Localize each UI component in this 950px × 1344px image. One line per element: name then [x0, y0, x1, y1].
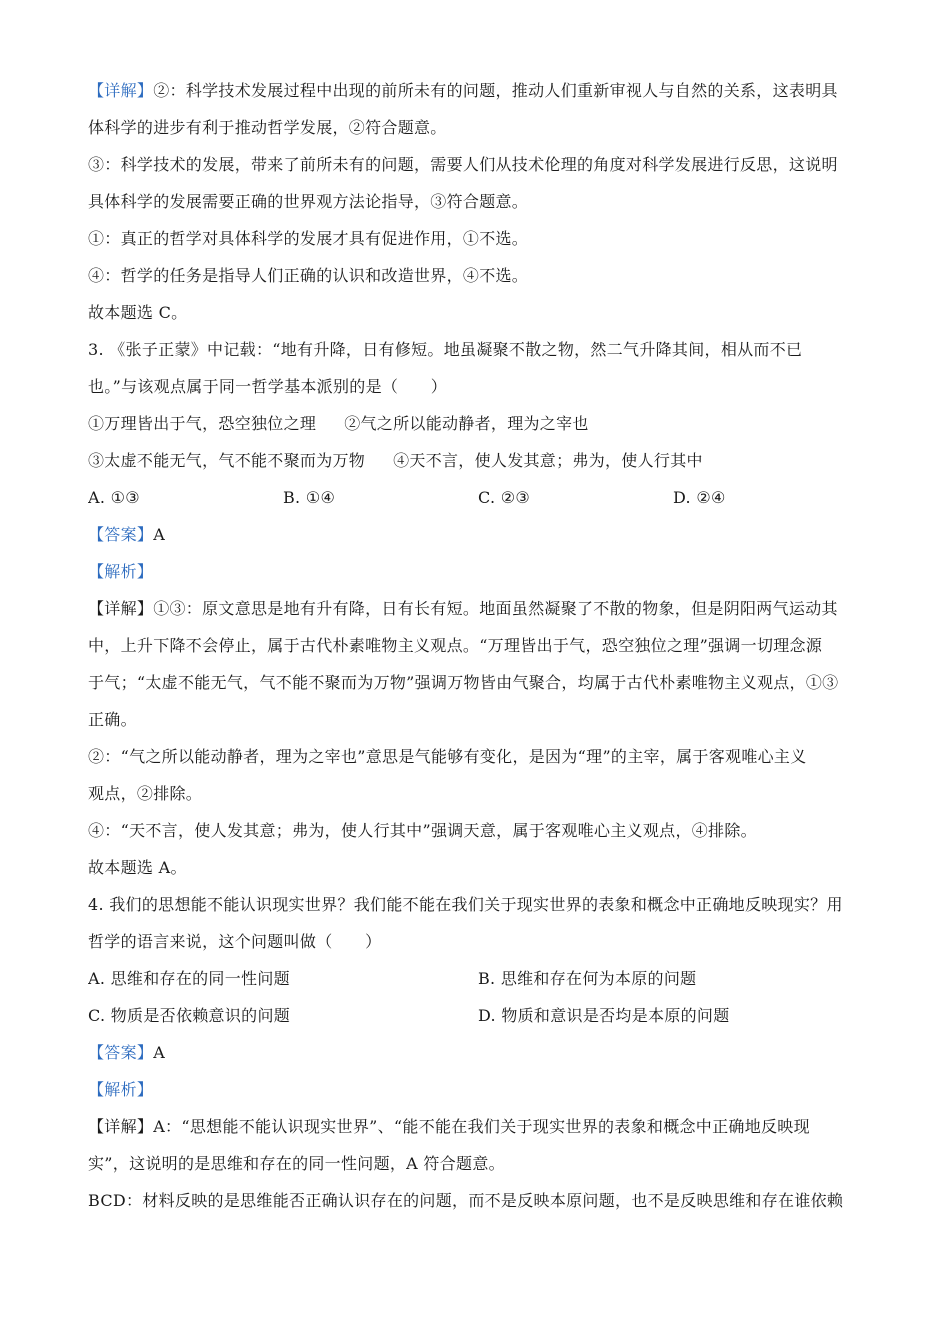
q3-detail-line: 于气；“太虚不能无气，气不能不聚而为万物”强调万物皆由气聚合，均属于古代朴素唯物主义观点，①③	[88, 673, 839, 692]
detail-tag: 【详解】	[88, 599, 154, 618]
q4-choice-d: D. 物质和意识是否均是本原的问题	[478, 1006, 730, 1025]
q4-detail-line: BCD：材料反映的是思维能否正确认识存在的问题，而不是反映本原问题，也不是反映思维和存在谁依赖	[88, 1191, 844, 1210]
q4-choice-b: B. 思维和存在何为本原的问题	[478, 969, 697, 988]
q3-detail-line: ②：“气之所以能动静者，理为之宰也”意思是气能够有变化，是因为“理”的主宰，属于客观唯心主义	[88, 747, 807, 766]
q3-conclusion: 故本题选 A。	[88, 858, 187, 877]
q3-statement-1: ①万理皆出于气，恐空独位之理	[88, 414, 317, 433]
q4-answer	[88, 1034, 868, 1071]
q4-detail-line: 【详解】A：“思想能不能认识现实世界”、“能不能在我们关于现实世界的表象和概念中正确地反映现	[88, 1117, 810, 1136]
q2-detail-line: 具体科学的发展需要正确的世界观方法论指导，③符合题意。	[88, 192, 529, 211]
document-page	[88, 72, 868, 1219]
q4-choice-c: C. 物质是否依赖意识的问题	[88, 1006, 291, 1025]
q3-detail-line: ④：“天不言，使人发其意；弗为，使人行其中”强调天意，属于客观唯心主义观点，④排除。	[88, 821, 757, 840]
q3-choices	[88, 479, 868, 516]
q4-choices-row	[88, 960, 868, 997]
q3-statements-row	[88, 405, 868, 442]
q4-stem: 哲学的语言来说，这个问题叫做（ ）	[88, 932, 382, 951]
q4-detail-line: 实”，这说明的是思维和存在的同一性问题，A 符合题意。	[88, 1154, 505, 1173]
q3-choice-c: C. ②③	[478, 488, 531, 507]
q3-statement-3: ③太虚不能无气，气不能不聚而为万物	[88, 451, 366, 470]
detail-tag: 【详解】	[88, 81, 154, 100]
q3-answer	[88, 516, 868, 553]
q2-detail-line: ④：哲学的任务是指导人们正确的认识和改造世界，④不选。	[88, 266, 529, 285]
q3-detail-line: 观点，②排除。	[88, 784, 203, 803]
q3-detail-line: 正确。	[88, 710, 137, 729]
answer-value: A	[153, 1043, 166, 1062]
q3-detail-line: 中，上升下降不会停止，属于古代朴素唯物主义观点。“万理皆出于气，恐空独位之理”强调一切理念源	[88, 636, 823, 655]
q2-conclusion: 故本题选 C。	[88, 303, 188, 322]
q4-choices-row	[88, 997, 868, 1034]
answer-value: A	[153, 525, 166, 544]
q3-choice-b: B. ①④	[283, 488, 336, 507]
q3-statement-4: ④天不言，使人发其意；弗为，使人行其中	[393, 451, 703, 470]
answer-tag: 【答案】	[88, 1043, 154, 1062]
q2-detail-line: ③：科学技术的发展，带来了前所未有的问题，需要人们从技术伦理的角度对科学发展进行反思，这说明	[88, 155, 838, 174]
q3-choice-a: A. ①③	[88, 488, 140, 507]
q4-stem: 4. 我们的思想能不能认识现实世界？我们能不能在我们关于现实世界的表象和概念中正确地反映现实？用	[88, 895, 843, 914]
q3-detail-line: 【详解】①③：原文意思是地有升有降，日有长有短。地面虽然凝聚了不散的物象，但是阴阳两气运动其	[88, 599, 838, 618]
q2-detail-line: 体科学的进步有利于推动哲学发展，②符合题意。	[88, 118, 447, 137]
detail-tag: 【详解】	[88, 1117, 154, 1136]
q2-detail-line: ①：真正的哲学对具体科学的发展才具有促进作用，①不选。	[88, 229, 529, 248]
q3-analysis-heading	[88, 553, 868, 590]
q3-stem: 也。”与该观点属于同一哲学基本派别的是（ ）	[88, 377, 448, 396]
analysis-tag: 【解析】	[88, 562, 154, 581]
q3-choice-d: D. ②④	[673, 488, 726, 507]
q3-statement-2: ②气之所以能动静者，理为之宰也	[344, 414, 589, 433]
q2-detail-line: 【详解】②：科学技术发展过程中出现的前所未有的问题，推动人们重新审视人与自然的关系，这表明具	[88, 81, 838, 100]
q4-choice-a: A. 思维和存在的同一性问题	[88, 969, 290, 988]
analysis-tag: 【解析】	[88, 1080, 154, 1099]
q4-analysis-heading	[88, 1071, 868, 1108]
q3-stem: 3. 《张子正蒙》中记载：“地有升降，日有修短。地虽凝聚不散之物，然二气升降其间，相从而不已	[88, 340, 803, 359]
q3-statements-row	[88, 442, 868, 479]
answer-tag: 【答案】	[88, 525, 154, 544]
